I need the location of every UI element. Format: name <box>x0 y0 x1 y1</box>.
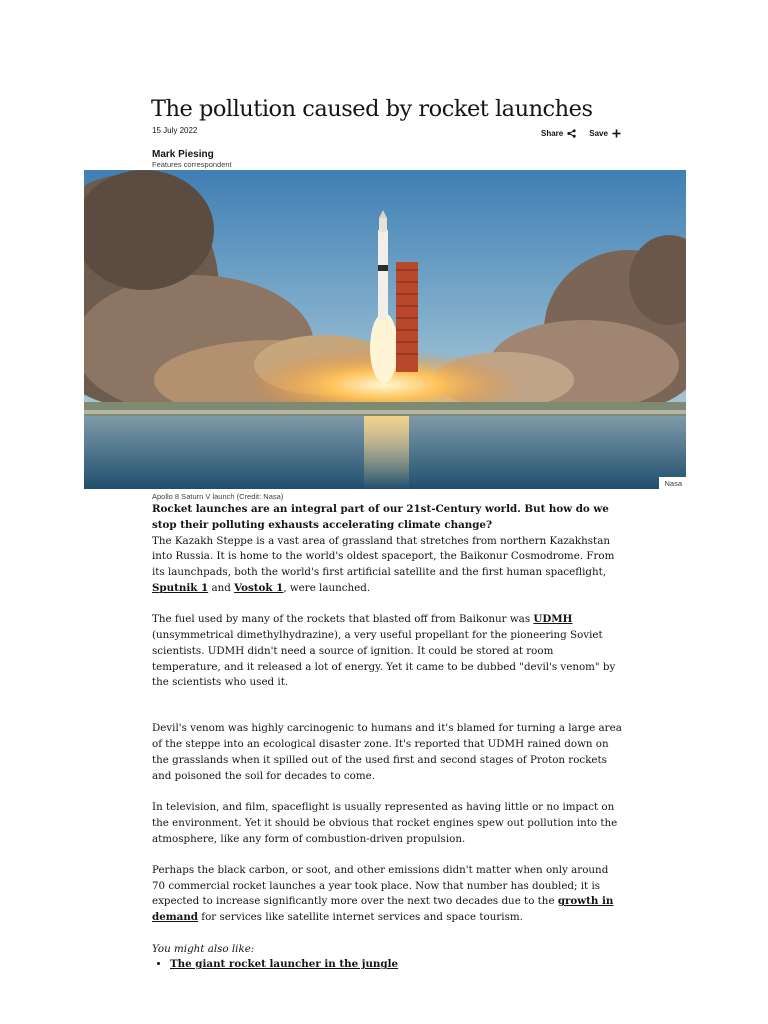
author-name: Mark Piesing <box>152 149 214 160</box>
paragraph-text: (unsymmetrical dimethylhydrazine), a very useful propellant for the pioneering Soviet scientists. UDMH didn't need a source of ignition. It could be stored at room temperature, and it released a lot of energy. Yet it came to be dubbed "devil's venom" by the scientists who used it. <box>152 629 616 689</box>
paragraph-text: and <box>208 581 235 594</box>
paragraph-text: Perhaps the black carbon, or soot, and other emissions didn't matter when only around 70 commercial rocket launches a year took place. Now that number has doubled; it is expected to increase significantly more over the next two decades due to the <box>152 863 609 908</box>
paragraph <box>152 534 622 597</box>
paragraph <box>152 612 622 691</box>
article-body <box>152 502 622 973</box>
paragraph-text: The Kazakh Steppe is a vast area of grassland that stretches from northern Kazakhstan into Russia. It is home to the world's oldest spaceport, the Baikonur Cosmodrome. From its launchpads, both the world's first artificial satellite and the first human spaceflight, <box>152 534 615 579</box>
share-button[interactable] <box>541 129 576 138</box>
sputnik-link[interactable]: Sputnik 1 <box>152 581 209 594</box>
save-label: Save <box>589 129 608 138</box>
share-label: Share <box>541 129 564 138</box>
plus-icon <box>612 129 621 138</box>
also-like-heading: You might also like: <box>152 942 255 955</box>
vostok-link[interactable]: Vostok 1 <box>234 581 284 594</box>
related-article-link[interactable]: The giant rocket launcher in the jungle <box>170 958 399 971</box>
image-caption: Apollo 8 Saturn V launch (Credit: Nasa) <box>152 492 284 501</box>
paragraph-text: , were launched. <box>283 581 371 594</box>
article-lead: Rocket launches are an integral part of our 21st-Century world. But how do we stop their polluting exhausts accelerating climate change? <box>152 503 609 531</box>
paragraph-text: The fuel used by many of the rockets that blasted off from Baikonur was <box>152 613 534 626</box>
article-actions <box>541 129 621 138</box>
also-like-list <box>152 957 622 973</box>
image-credit-badge: Nasa <box>659 477 686 489</box>
rocket-launch-photo <box>84 170 686 489</box>
paragraph: In television, and film, spaceflight is usually represented as having little or no impact on the environment. Yet it should be obvious that rocket engines spew out pollution into the atmosphere, like any form of combustion-driven propulsion. <box>152 800 618 845</box>
hero-image <box>84 170 686 489</box>
share-icon <box>567 129 576 138</box>
publish-date: 15 July 2022 <box>152 126 198 135</box>
growth-in-demand-link[interactable]: growth in demand <box>152 895 614 924</box>
paragraph: Devil's venom was highly carcinogenic to humans and it's blamed for turning a large area of the steppe into an ecological disaster zone. It's reported that UDMH rained down on the grasslands when it spilled out of the used first and second stages of Proton rockets and poisoned the soil for decades to come. <box>152 722 622 782</box>
author-role: Features correspondent <box>152 160 232 169</box>
paragraph <box>152 863 622 926</box>
article-title: The pollution caused by rocket launches <box>151 96 593 122</box>
save-button[interactable] <box>589 129 621 138</box>
list-item <box>170 957 622 973</box>
paragraph-text: for services like satellite internet services and space tourism. <box>198 911 523 924</box>
udmh-link[interactable]: UDMH <box>533 613 573 626</box>
